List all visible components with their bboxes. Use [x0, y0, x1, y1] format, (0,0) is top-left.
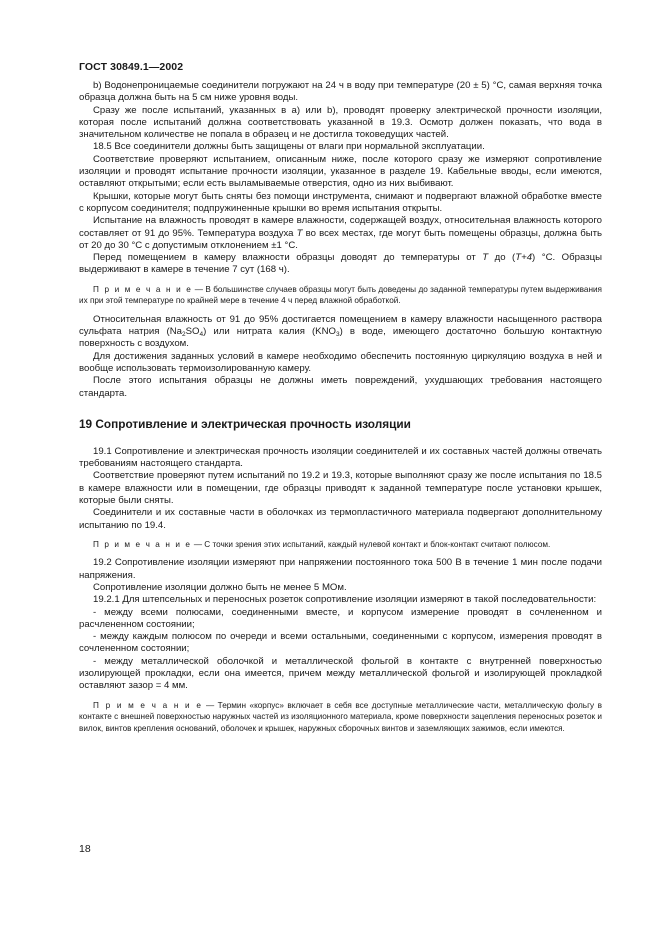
subscript: 4 [199, 331, 204, 339]
symbol-T: T [296, 227, 303, 239]
paragraph-b: b) Водонепроницаемые соединители погружают на 24 ч в воду при температуре (20 ± 5) °С, самая верхняя точка образца должна быть на 5 см ниже уровня воды. [79, 80, 602, 104]
text-span: Перед помещением в камеру влажности образцы доводят до температуры от [93, 252, 483, 264]
text-span: до ( [488, 252, 516, 264]
paragraph-humidity-chamber [79, 215, 602, 252]
subscript: 3 [335, 331, 340, 339]
paragraph-19-2: 19.2 Сопротивление изоляции измеряют при напряжении постоянного тока 500 В в течение 1 мин после подачи напряжения. [79, 557, 602, 581]
note-text: — В большинстве случаев образцы могут быть доведены до заданной температуры путем выдерживания их при этой температуре по крайней мере в течение 4 ч перед влажной обработкой. [79, 284, 602, 306]
text-span: Испытание на влажность проводят в камере влажности, содержащей воздух, относительная влажность которого составляет от 91 до 95%. Температура воздуха [79, 215, 602, 239]
paragraph-no-damage: После этого испытания образцы не должны иметь повреждений, ухудшающих требования настоящего стандарта. [79, 375, 602, 399]
dash-item-1: - между всеми полюсами, соединенными вместе, и корпусом измерение проводят в сочлененном и расчлененном состоянии; [79, 606, 602, 630]
dash-item-3: - между металлической оболочкой и металлической фольгой в контакте с внутренней поверхностью изолирующей прокладки, если она имеется, причем между металлической фольгой и изолирующей прокладкой оставляют зазор = 4 мм. [79, 655, 602, 692]
text-span: ) в воде, имеющего достаточно большую контактную поверхность с воздухом. [79, 326, 602, 350]
paragraph-covers: Крышки, которые могут быть сняты без помощи инструмента, снимают и подвергают влажной обработке вместе с корпусом соединителя; подпружиненные крышки во время испытания открыты. [79, 190, 602, 214]
document-header: ГОСТ 30849.1—2002 [79, 61, 184, 73]
paragraph-thermoplastic: Соединители и их составные части в оболочках из термопластичного материала подвергают дополнительному испытанию по 19.4. [79, 507, 602, 531]
paragraph-compliance-2: Соответствие проверяют путем испытаний по 19.2 и 19.3, которые выполняют сразу же после испытания по 18.5 в камере влажности или в помещении, где образцы приводят к заданной температуре после установки крышек, которые были сняты. [79, 470, 602, 507]
note-text: — Термин «корпус» включает в себя все доступные металлические части, металлическую фольгу в контакте с внешней поверхностью наружных частей из изоляционного материала, кроме поверхности зацепления переносных розеток и вилок, винтов крепления оснований, оболочек и крышек, наружных сборочных винтов и заземляющих зажимов, если имеются. [79, 700, 602, 733]
paragraph-relative-humidity [79, 314, 602, 351]
symbol-T-plus-4: T+4 [515, 252, 533, 264]
note-label: П р и м е ч а н и е [93, 284, 193, 294]
paragraph-circulation: Для достижения заданных условий в камере необходимо обеспечить постоянную циркуляцию воздуха в ней и вообще использовать термоизолированную камеру. [79, 350, 602, 374]
note-label: П р и м е ч а н и е [93, 700, 203, 710]
paragraph-19-1: 19.1 Сопротивление и электрическая прочность изоляции соединителей и их составных частей должны отвечать требованиям настоящего стандарта. [79, 445, 602, 470]
paragraph-after-tests: Сразу же после испытаний, указанных в а) или b), проводят проверку электрической прочности изоляции, которая после испытаний должна соответствовать указанной в 19.3. Осмотр должен показать, что вода в значительном количестве не попала в образец и не достигла токоведущих частей. [79, 104, 602, 141]
text-span: ) или нитрата калия (KNO [203, 326, 336, 338]
dash-item-2: - между каждым полюсом по очереди и всеми остальными, соединенными с корпусом, измерения проводят в сочлененном состоянии; [79, 631, 602, 655]
paragraph-19-2-1: 19.2.1 Для штепсельных и переносных розеток сопротивление изоляции измеряют в такой последовательности: [93, 594, 597, 606]
note-2 [79, 539, 602, 551]
page-number: 18 [79, 843, 91, 855]
subscript: 2 [181, 331, 186, 339]
note-text: — С точки зрения этих испытаний, каждый нулевой контакт и блок-контакт считают полюсом. [191, 539, 551, 549]
note-label: П р и м е ч а н и е [93, 539, 192, 549]
text-span: Относительная влажность от 91 до 95% достигается помещением в камеру влажности насыщенного раствора сульфата натрия (Na [79, 313, 602, 338]
text-span: во всех местах, где могут быть помещены образцы, должна быть от 20 до 30 °С с допустимым отклонением ±1 °С. [79, 227, 602, 251]
paragraph-5-mohm: Сопротивление изоляции должно быть не менее 5 МОм. [93, 582, 347, 593]
symbol-T: T [482, 252, 489, 264]
note-1 [79, 284, 602, 307]
text-span: SO [185, 326, 200, 338]
section-heading-19: 19 Сопротивление и электрическая прочность изоляции [79, 416, 411, 431]
paragraph-before-chamber [79, 252, 602, 277]
text-span: ) °С. Образцы выдерживают в камере в течение 7 сут (168 ч). [79, 252, 602, 276]
paragraph-compliance-1: Соответствие проверяют испытанием, описанным ниже, после которого сразу же измеряют сопротивление изоляции и проводят испытание прочности изоляции, указанное в разделе 19. Кабельные вводы, если имеются, оставляют открытыми; если есть выламываемые отверстия, одно из них выбивают. [79, 153, 602, 190]
note-3 [79, 700, 602, 735]
document-body [79, 80, 602, 734]
paragraph-18-5: 18.5 Все соединители должны быть защищены от влаги при нормальной эксплуатации. [93, 141, 485, 153]
